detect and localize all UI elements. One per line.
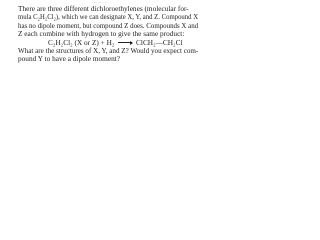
problem-line-3: has no dipole moment, but compound Z does. Compounds X and bbox=[18, 20, 199, 30]
question-line-2: pound Y to have a dipole moment? bbox=[18, 54, 120, 64]
reaction-arrow-icon bbox=[118, 42, 132, 43]
problem-line-4: Z each combine with hydrogen to give the same product: bbox=[18, 28, 185, 38]
problem-line-2: mula C₂H₂Cl₂), which we can designate X, Y, and Z. Compound X bbox=[18, 12, 199, 22]
problem-line-1: There are three different dichloroethylenes (molecular for- bbox=[18, 4, 189, 13]
reaction-reactants: C₂H₂Cl₂ (X or Z) + H₂ bbox=[48, 37, 115, 47]
page-header-mark: — — — bbox=[94, 0, 106, 4]
reaction-product: ClCH₂—CH₂Cl bbox=[136, 37, 183, 47]
problem-page bbox=[0, 0, 200, 68]
question-text bbox=[18, 45, 199, 64]
problem-statement bbox=[18, 4, 199, 38]
question-line-1: What are the structures of X, Y, and Z? Would you expect com- bbox=[18, 45, 199, 55]
